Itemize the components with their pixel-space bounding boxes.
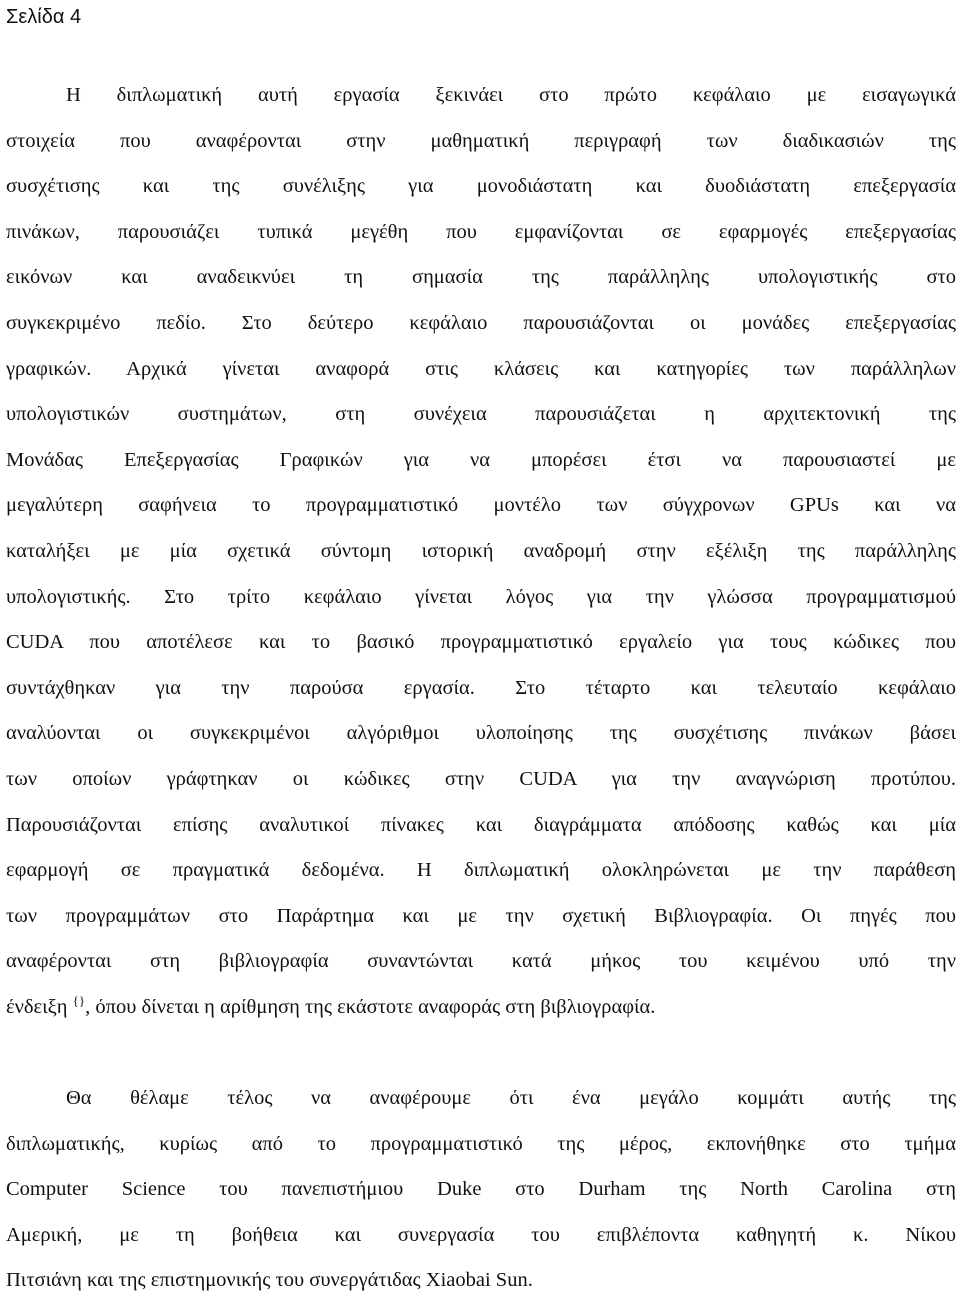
text-line: Πιτσιάνη και της επιστημονικής του συνεργάτιδας Xiaobai Sun. — [6, 1269, 533, 1292]
text-line: πινάκων, παρουσιάζει τυπικά μεγέθη που εμφανίζονται σε εφαρμογές επεξεργασίας — [6, 220, 956, 243]
text-line: Αμερική, με τη βοήθεια και συνεργασία του επιβλέποντα καθηγητή κ. Νίκου — [6, 1223, 956, 1246]
text-line: εφαρμογή σε πραγματικά δεδομένα. Η διπλωματική ολοκληρώνεται με την παράθεση — [6, 859, 956, 882]
text-line: μεγαλύτερη σαφήνεια το προγραμματιστικό μοντέλο των σύγχρονων GPUs και να — [6, 494, 956, 517]
text-line: Μονάδας Επεξεργασίας Γραφικών για να μπορέσει έτσι να παρουσιαστεί με — [6, 448, 956, 471]
text-line: εικόνων και αναδεικνύει τη σημασία της παράλληλης υπολογιστικής στο — [6, 266, 956, 289]
text-line: συντάχθηκαν για την παρούσα εργασία. Στο τέταρτο και τελευταίο κεφάλαιο — [6, 676, 956, 699]
text-line: των προγραμμάτων στο Παράρτημα και με την σχετική Βιβλιογραφία. Οι πηγές που — [6, 904, 956, 927]
text-line: υπολογιστικών συστημάτων, στη συνέχεια παρουσιάζεται η αρχιτεκτονική της — [6, 403, 956, 426]
page-number-label: Σελίδα 4 — [6, 6, 82, 28]
paragraph-acknowledgements — [6, 1076, 956, 1304]
text-line: υπολογιστικής. Στο τρίτο κεφάλαιο γίνεται λόγος για την γλώσσα προγραμματισμού — [6, 585, 956, 608]
text-line: CUDA που αποτέλεσε και το βασικό προγραμματιστικό εργαλείο για τους κώδικες που — [6, 631, 956, 654]
paragraph-introduction — [6, 73, 956, 1030]
reference-marker: {} — [72, 992, 86, 1008]
text-line: Θα θέλαμε τέλος να αναφέρουμε ότι ένα μεγάλο κομμάτι αυτής της — [66, 1087, 956, 1110]
text-line: διπλωματικής, κυρίως από το προγραμματιστικό της μέρος, εκπονήθηκε στο τμήμα — [6, 1132, 956, 1155]
text-line: συσχέτισης και της συνέλιξης για μονοδιάστατη και δυοδιάστατη επεξεργασία — [6, 175, 956, 198]
text-line: των οποίων γράφτηκαν οι κώδικες στην CUDA για την αναγνώριση προτύπου. — [6, 767, 956, 790]
text-line — [6, 985, 956, 1031]
text-line: αναλύονται οι συγκεκριμένοι αλγόριθμοι υλοποίησης της συσχέτισης πινάκων βάσει — [6, 722, 956, 745]
text-fragment: ένδειξη — [6, 995, 68, 1018]
text-line: Computer Science του πανεπιστήμιου Duke στο Durham της North Carolina στη — [6, 1178, 956, 1201]
text-line: γραφικών. Αρχικά γίνεται αναφορά στις κλάσεις και κατηγορίες των παράλληλων — [6, 357, 956, 380]
text-fragment: , όπου δίνεται η αρίθμηση της εκάστοτε αναφοράς στη βιβλιογραφία. — [85, 995, 656, 1018]
text-line: συγκεκριμένο πεδίο. Στο δεύτερο κεφάλαιο παρουσιάζονται οι μονάδες επεξεργασίας — [6, 311, 956, 334]
text-line: Η διπλωματική αυτή εργασία ξεκινάει στο πρώτο κεφάλαιο με εισαγωγικά — [66, 84, 956, 106]
text-line: στοιχεία που αναφέρονται στην μαθηματική περιγραφή των διαδικασιών της — [6, 129, 956, 152]
text-line: καταλήξει με μία σχετικά σύντομη ιστορική αναδρομή στην εξέλιξη της παράλληλης — [6, 539, 956, 562]
text-line: Παρουσιάζονται επίσης αναλυτικοί πίνακες και διαγράμματα απόδοσης καθώς και μία — [6, 813, 956, 836]
text-line: αναφέρονται στη βιβλιογραφία συναντώνται κατά μήκος του κειμένου υπό την — [6, 950, 956, 973]
document-body — [6, 73, 956, 1304]
